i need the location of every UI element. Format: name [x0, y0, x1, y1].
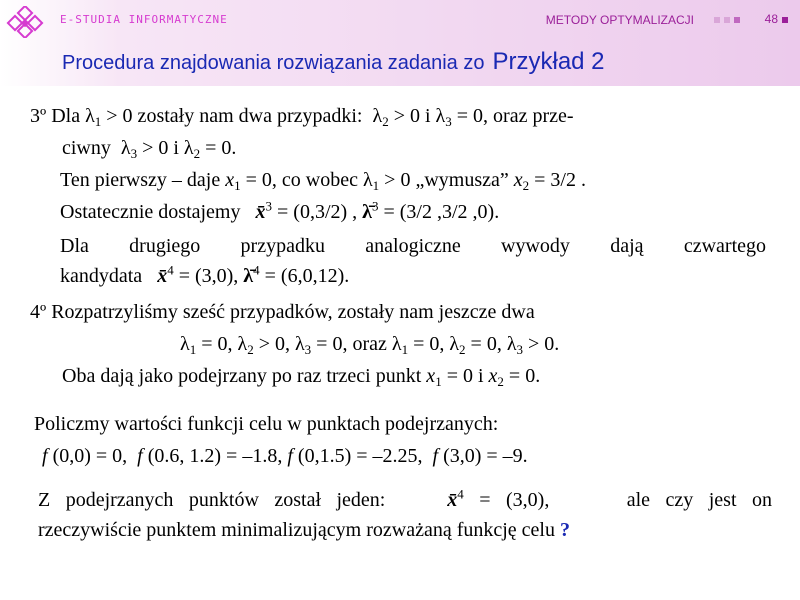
text-line: 3º Dla $\lambda_1 > 0$ zostały nam dwa przypadki: $\lambda_2 > 0$ i $\lambda_3 = 0$, oraz prze-	[30, 105, 574, 129]
text-line: ciwny $\lambda_3 > 0$ i $\lambda_2 = 0$.	[62, 137, 237, 161]
text-line: f (0,0) = 0, f (0.6, 1.2) = –1.8, f (0,1.5) = –2.25, f (3,0) = –9.	[42, 445, 528, 467]
course-label: METODY OPTYMALIZACJI	[545, 13, 694, 27]
decor-square	[734, 17, 740, 23]
slide-title-text: Procedura znajdowania rozwiązania zadania zo	[62, 52, 485, 74]
page-number: 48	[764, 12, 778, 26]
page-marker	[782, 17, 788, 23]
text-line: 4º Rozpatrzyliśmy sześć przypadków, zostały nam jeszcze dwa	[30, 301, 535, 323]
text-line: $\lambda_1 = 0$, $\lambda_2 > 0$, $\lambda_3 = 0$, oraz $\lambda_1 = 0$, $\lambda_2 = 0$, $\lambda_3 > 0$.	[180, 333, 560, 357]
decor-square	[724, 17, 730, 23]
decor-squares	[714, 17, 740, 23]
text-line: Policzmy wartości funkcji celu w punktach podejrzanych:	[34, 413, 499, 435]
slide-title-example: Przykład 2	[492, 48, 605, 75]
text-line: Ten pierwszy – daje $x_1 = 0$, co wobec $\lambda_1 > 0$ „wymusza” $x_2 = 3/2$ .	[60, 169, 586, 193]
slide-title	[62, 48, 605, 76]
text-line: Ostatecznie dostajemy x̄$^3$ = (0,3/2) , λ̄$^3$ = (3/2 ,3/2 ,0).	[60, 198, 500, 223]
text-line: Oba dają jako podejrzany po raz trzeci punkt $x_1 = 0$ i $x_2 = 0$.	[62, 365, 541, 389]
text-line: rzeczywiście punktem minimalizującym rozważaną funkcję celu ?	[38, 519, 570, 541]
brand-label: E-STUDIA INFORMATYCZNE	[60, 13, 228, 26]
slide-header	[0, 0, 800, 86]
text-line: Dla drugiego przypadku analogiczne wywody dają czwartego	[60, 235, 766, 257]
text-line: Z podejrzanych punktów został jeden: x̄$^4$ = (3,0), ale czy jest on	[38, 486, 772, 511]
decor-square	[714, 17, 720, 23]
logo-cross-icon	[6, 6, 46, 38]
text-line: kandydata x̄$^4$ = (3,0), λ̄$^4$ = (6,0,12).	[60, 262, 350, 287]
